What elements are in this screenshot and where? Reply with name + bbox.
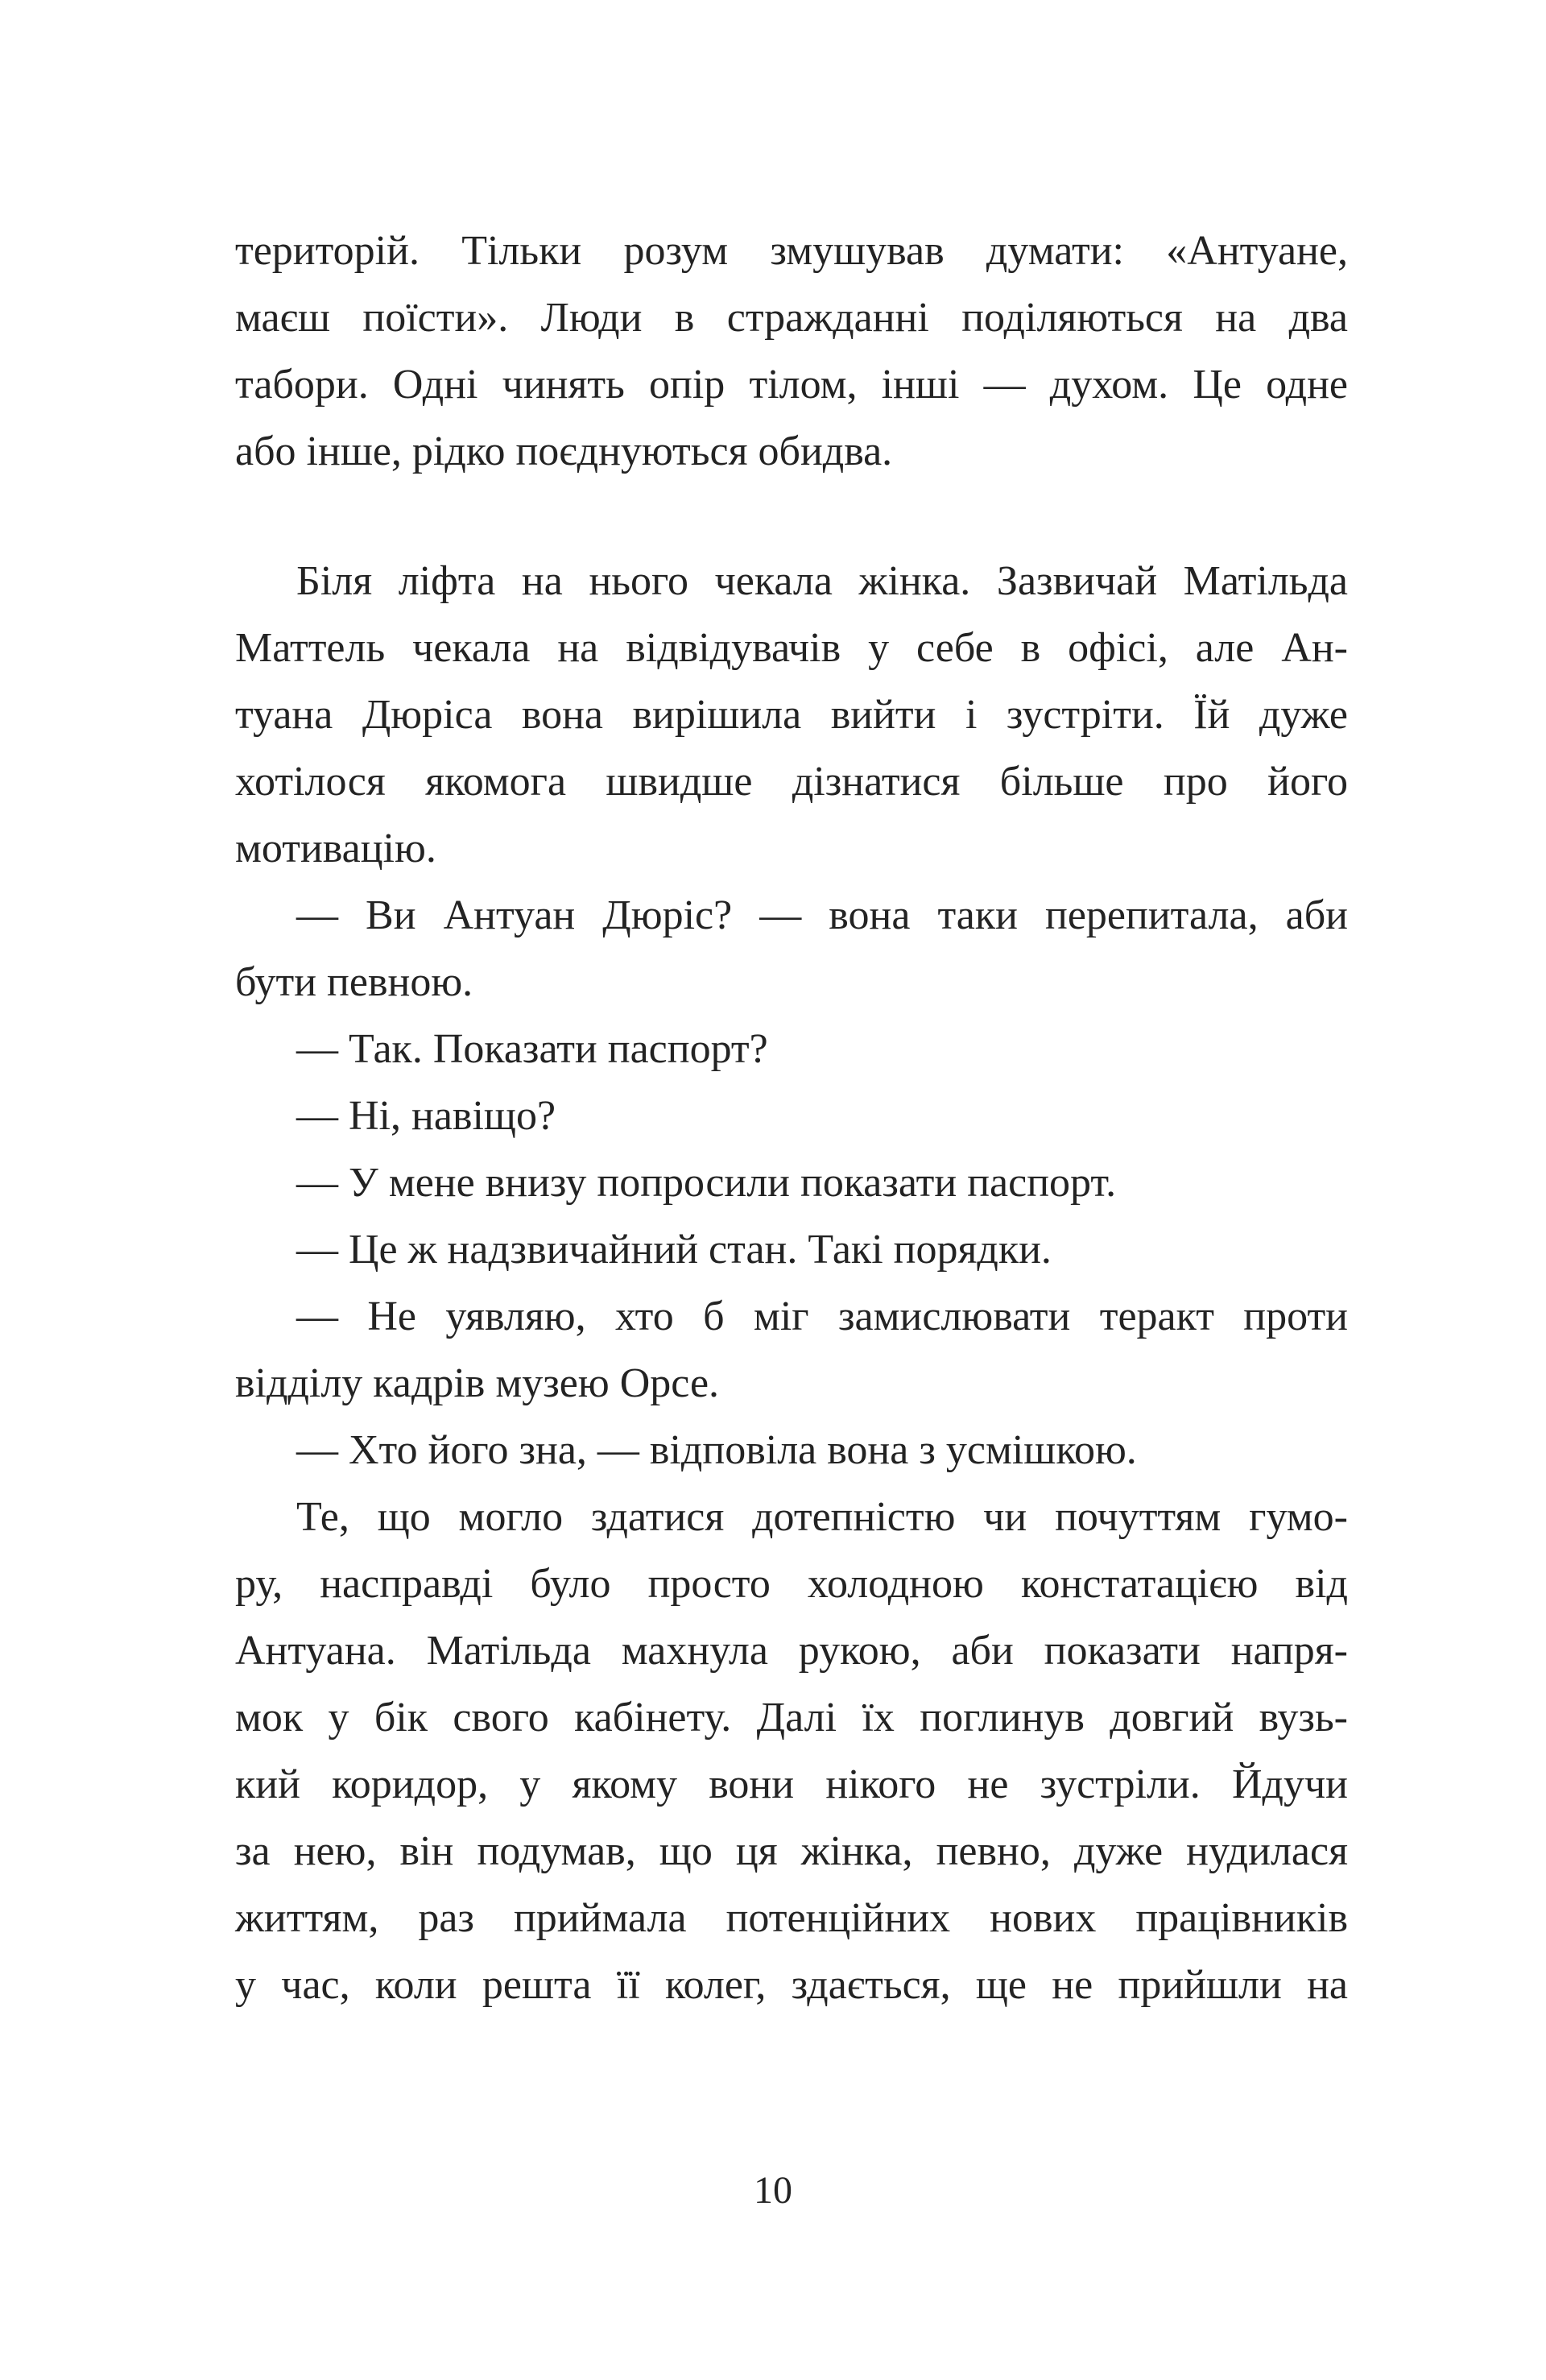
text-line: Те, що могло здатися дотепністю чи почуттям гумо- (296, 1494, 1348, 1540)
text-line: Біля ліфта на нього чекала жінка. Зазвичай Матільда (296, 558, 1348, 604)
dialogue-paragraph (235, 1216, 1348, 1283)
text-line: територій. Тільки розум змушував думати: «Антуане, (235, 228, 1348, 274)
text-line: за нею, він подумав, що ця жінка, певно, дуже нудилася (235, 1828, 1348, 1874)
dialogue-paragraph (235, 1016, 1348, 1082)
text-line: — Ні, навіщо? (296, 1093, 556, 1139)
text-line: табори. Одні чинять опір тілом, інші — духом. Це одне (235, 362, 1348, 408)
text-line: бути певною. (235, 959, 473, 1005)
text-line: туана Дюріса вона вирішила вийти і зустріти. Їй дуже (235, 692, 1348, 738)
page-number: 10 (754, 2169, 792, 2212)
text-line: ру, насправді було просто холодною констатацією від (235, 1561, 1348, 1607)
text-line: хотілося якомога швидше дізнатися більше про його (235, 759, 1348, 805)
text-block (235, 217, 1348, 2018)
text-line: мотивацію. (235, 826, 436, 871)
text-line: Антуана. Матільда махнула рукою, аби показати напря- (235, 1628, 1348, 1674)
body-paragraph (235, 217, 1348, 485)
dialogue-paragraph (235, 1082, 1348, 1149)
text-line: — Це ж надзвичайний стан. Такі порядки. (296, 1227, 1052, 1273)
text-line: або інше, рідко поєднуються обидва. (235, 428, 893, 474)
dialogue-paragraph (235, 1417, 1348, 1484)
dialogue-paragraph (235, 882, 1348, 1016)
text-line: мок у бік свого кабінету. Далі їх поглинув довгий вузь- (235, 1695, 1348, 1741)
text-line: — У мене внизу попросили показати паспорт. (296, 1160, 1117, 1206)
body-paragraph (235, 548, 1348, 882)
body-paragraph (235, 1484, 1348, 2018)
text-line: — Не уявляю, хто б міг замислювати теракт проти (296, 1293, 1348, 1339)
text-line: маєш поїсти». Люди в стражданні поділяються на два (235, 295, 1348, 341)
text-line: кий коридор, у якому вони нікого не зустріли. Йдучи (235, 1761, 1348, 1807)
text-line: життям, раз приймала потенційних нових працівників (235, 1895, 1348, 1941)
text-line: — Хто його зна, — відповіла вона з усмішкою. (296, 1427, 1137, 1473)
dialogue-paragraph (235, 1283, 1348, 1417)
text-line: — Так. Показати паспорт? (296, 1026, 768, 1072)
text-line: Маттель чекала на відвідувачів у себе в офісі, але Ан- (235, 625, 1348, 671)
text-line: — Ви Антуан Дюріс? — вона таки перепитала, аби (296, 892, 1348, 938)
text-line: у час, коли решта її колег, здається, ще не прийшли на (235, 1962, 1348, 2008)
dialogue-paragraph (235, 1149, 1348, 1216)
text-line: відділу кадрів музею Орсе. (235, 1360, 720, 1406)
